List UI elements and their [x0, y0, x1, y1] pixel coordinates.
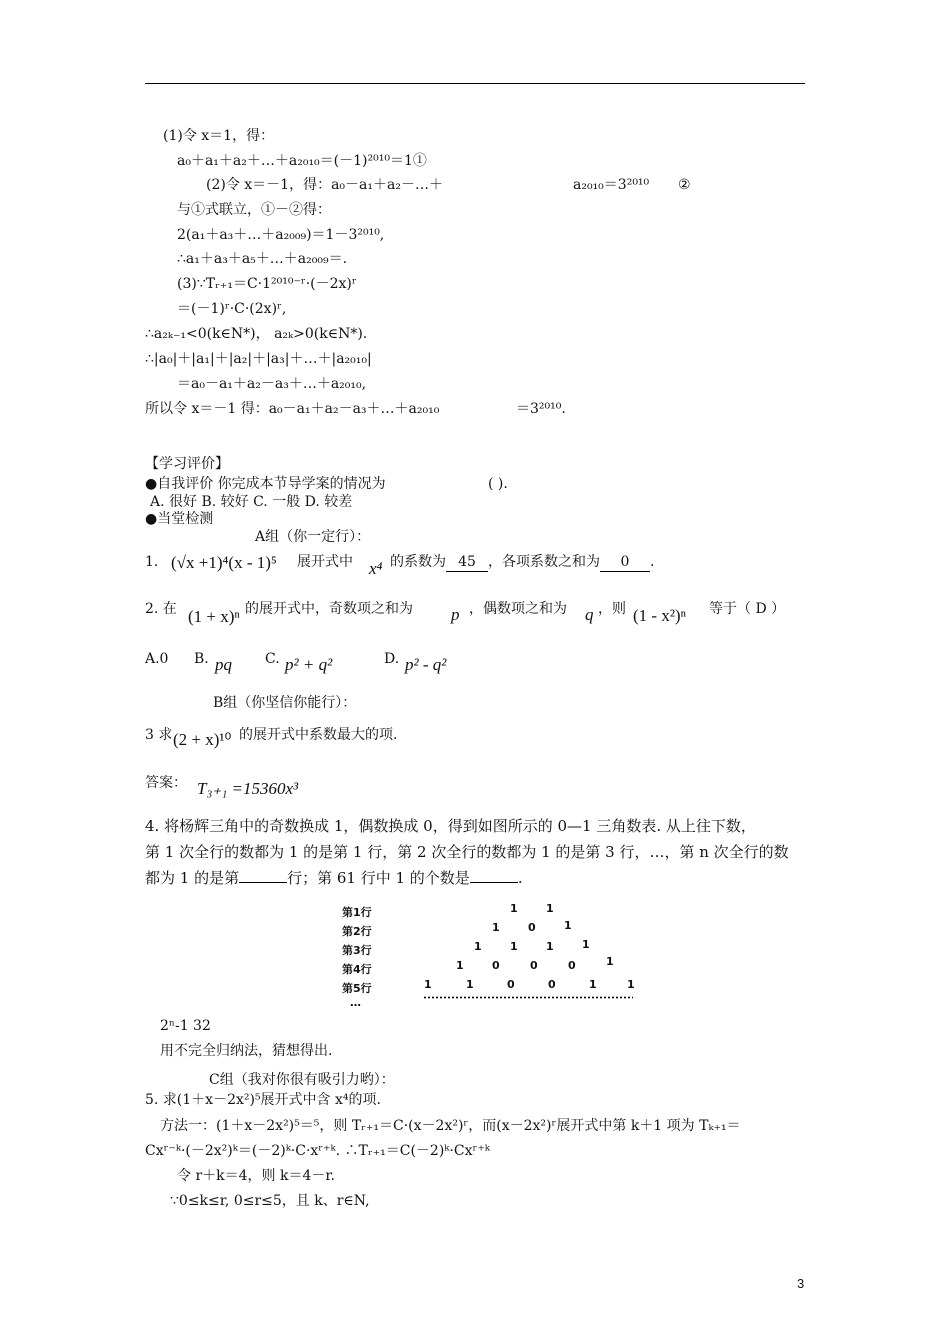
triangle-cell: 1 [627, 978, 635, 991]
s1-eq: a₀＋a₁＋a₂＋…＋a₂₀₁₀＝(－1)²⁰¹⁰＝1① [177, 153, 427, 169]
self-eval-blank: ( ). [488, 476, 508, 492]
s3-head: (3)∵Tᵣ₊₁＝C·1²⁰¹⁰⁻ʳ·(－2x)ʳ [177, 276, 357, 292]
page-number: 3 [797, 1276, 805, 1291]
row-label: … [350, 996, 361, 1009]
s2-eq2: ∴a₁＋a₃＋a₅＋…＋a₂₀₀₉＝. [177, 251, 348, 267]
q2-q: q [585, 605, 594, 624]
triangle-cell: 1 [510, 902, 518, 915]
triangle-cell: 1 [582, 938, 590, 951]
triangle-cell: 1 [589, 978, 597, 991]
triangle-cell: 1 [474, 940, 482, 953]
q2-opt-d-expr: p² - q² [405, 655, 447, 674]
triangle-cell: 0 [492, 959, 500, 972]
row-label: 第4行 [342, 963, 372, 976]
q4-line2: 第 1 次全行的数都为 1 的是第 1 行，第 2 次全行的数都为 1 的是第 3 行，…，第 n 次全行的数 [145, 843, 789, 861]
s3-final-b: ＝3²⁰¹⁰. [516, 401, 566, 417]
q4-line1: 4. 将杨辉三角中的奇数换成 1，偶数换成 0，得到如图所示的 0—1 三角数表. 从上往下数， [145, 817, 756, 835]
q3-tail: 的展开式中系数最大的项. [239, 727, 398, 743]
q5-method-4: ∵0≤k≤r, 0≤r≤5，且 k、r∈N, [170, 1193, 370, 1209]
s3-abs: ∴|a₀|＋|a₁|＋|a₂|＋|a₃|＋…＋|a₂₀₁₀| [145, 351, 372, 367]
s2-tail: a₂₀₁₀＝3²⁰¹⁰ [573, 177, 650, 193]
q2-lead: 2. 在 [145, 601, 177, 617]
row-label: 第3行 [342, 944, 372, 957]
q2-text2: ，偶数项之和为 [469, 601, 567, 617]
q3-answer: T₃₊₁ =15360x³ [197, 779, 299, 798]
row-label: 第5行 [342, 982, 372, 995]
triangle-cell: 1 [546, 902, 554, 915]
q2-expr: (1 + x)ⁿ [188, 607, 240, 626]
s3-final-a: 所以令 x＝－1 得：a₀－a₁＋a₂－a₃＋…＋a₂₀₁₀ [145, 401, 440, 417]
s3-eq: ＝(－1)ʳ·C·(2x)ʳ, [177, 301, 287, 317]
q2-text3: ，则 [598, 601, 626, 617]
triangle-cell: 1 [492, 921, 500, 934]
q2-opt-b: B. [194, 651, 209, 667]
q4-line3: 都为 1 的是第 行；第 61 行中 1 的个数是 . [145, 869, 523, 887]
q2-text4: 等于（ D ） [709, 601, 786, 617]
triangle-cell: 1 [424, 978, 432, 991]
triangle-cell: 0 [528, 921, 536, 934]
q2-p: p [451, 605, 460, 624]
q1-num: 1. [145, 554, 159, 570]
q4-method: 用不完全归纳法，猜想得出. [160, 1043, 333, 1059]
s2-combine: 与①式联立，①－②得： [177, 202, 331, 218]
q2-opt-a: A.0 [145, 651, 169, 667]
group-b: B组（你坚信你能行）： [213, 695, 357, 711]
row-label: 第1行 [342, 906, 372, 919]
triangle-cell: 1 [510, 940, 518, 953]
q5-method-3: 令 r＋k＝4，则 k＝4－r. [177, 1168, 335, 1184]
self-eval-options: A. 很好 B. 较好 C. 一般 D. 较差 [150, 494, 353, 510]
q1-mid: 展开式中 [297, 554, 353, 570]
q1-term: x⁴ [369, 559, 383, 578]
q2-opt-c: C. [265, 651, 280, 667]
q2-opt-c-expr: p² + q² [285, 655, 333, 674]
q4-answer: 2ⁿ-1 32 [160, 1018, 211, 1034]
q3-expr: (2 + x)¹⁰ [173, 730, 232, 749]
s1-head: (1)令 x＝1，得： [163, 128, 275, 144]
row-label: 第2行 [342, 925, 372, 938]
q2-opt-b-expr: pq [215, 655, 232, 674]
s2-eq1: 2(a₁＋a₃＋…＋a₂₀₀₉)＝1－3²⁰¹⁰, [177, 227, 385, 243]
s3-abs2: ＝a₀－a₁＋a₂－a₃＋…＋a₂₀₁₀, [177, 376, 367, 392]
eval-heading: 【学习评价】 [145, 456, 229, 472]
q2-opt-d: D. [384, 651, 400, 667]
triangle-cell: 0 [530, 959, 538, 972]
group-c: C组（我对你很有吸引力哟）： [209, 1072, 395, 1088]
triangle-cell: 0 [548, 978, 556, 991]
q2-expr2: (1 - x²)ⁿ [633, 606, 686, 625]
check-heading: ●当堂检测 [145, 511, 214, 527]
q5-method-2: Cxʳ⁻ᵏ·(－2x²)ᵏ＝(－2)ᵏ·C·xʳ⁺ᵏ. ∴Tᵣ₊₁＝C(－2)ᵏ·Cxʳ⁺ᵏ [145, 1143, 490, 1159]
self-eval: ●自我评价 你完成本节导学案的情况为 [145, 476, 386, 492]
triangle-cell: 0 [568, 959, 576, 972]
triangle-cell: 0 [507, 978, 515, 991]
triangle-cell: 1 [546, 940, 554, 953]
q1-question: 的系数为 45 ，各项系数之和为 0 . [390, 554, 655, 570]
triangle-cell: 1 [564, 919, 572, 932]
q1-expr: (√x +1)⁴(x - 1)⁵ [171, 553, 277, 572]
s2-head: (2)令 x＝－1，得：a₀－a₁＋a₂－…＋ [206, 177, 443, 193]
q3-lead: 3 求 [145, 727, 173, 743]
header-rule [145, 83, 805, 84]
triangle-cell: 1 [606, 955, 614, 968]
q5-method-1: 方法一：(1＋x－2x²)⁵＝⁵，则 Tᵣ₊₁＝C·(x－2x²)ʳ，而(x－2x²)ʳ展开式中第 k＋1 项为 Tₖ₊₁＝ [160, 1118, 741, 1134]
q3-answer-label: 答案： [145, 775, 187, 791]
group-a: A组（你一定行）： [255, 529, 371, 545]
triangle-cell: 1 [466, 978, 474, 991]
triangle-cell: 1 [456, 959, 464, 972]
s2-mark: ② [678, 177, 691, 193]
s3-sign: ∴a₂ₖ₋₁<0(k∈N*)， a₂ₖ>0(k∈N*). [145, 326, 368, 342]
q2-text1: 的展开式中，奇数项之和为 [245, 601, 413, 617]
q5-title: 5. 求(1＋x－2x²)⁵展开式中含 x⁴的项. [145, 1092, 381, 1108]
triangle-continuation-dots [423, 996, 633, 999]
